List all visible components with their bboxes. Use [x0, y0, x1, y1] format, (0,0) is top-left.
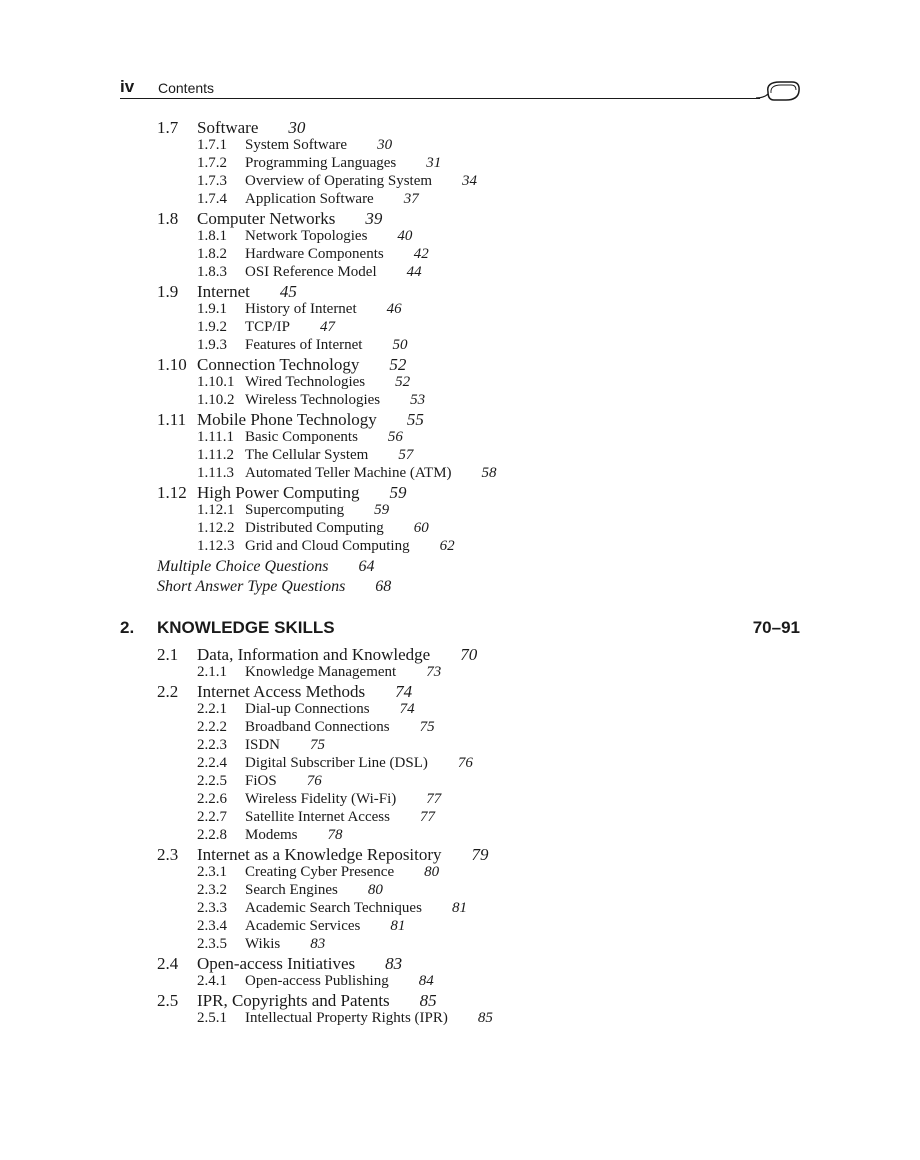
- entry-number: 2.4.1: [197, 973, 227, 989]
- toc-section[interactable]: [157, 954, 402, 974]
- entry-page: 59: [389, 483, 407, 502]
- entry-title: Wireless Technologies: [245, 392, 381, 408]
- entry-page: 56: [387, 429, 403, 445]
- toc-subsection[interactable]: [197, 538, 455, 555]
- entry-title: FiOS: [245, 773, 277, 789]
- toc-subsection[interactable]: [197, 264, 422, 281]
- entry-number: 2.3.1: [197, 864, 227, 880]
- entry-page: 80: [367, 882, 383, 898]
- entry-title: Intellectual Property Rights (IPR): [245, 1010, 448, 1026]
- entry-number: 1.8.2: [197, 246, 227, 262]
- entry-number: 1.12.2: [197, 520, 235, 536]
- entry-number: 1.11: [157, 410, 187, 429]
- entry-number: 2.5.1: [197, 1010, 227, 1026]
- chapter-number: 2.: [120, 618, 135, 637]
- entry-page: 78: [327, 827, 343, 843]
- toc-subsection[interactable]: [197, 520, 429, 537]
- entry-page: 77: [419, 809, 435, 825]
- entry-page: 74: [395, 682, 413, 701]
- entry-title: Wikis: [245, 936, 281, 952]
- entry-number: 2.2.8: [197, 827, 227, 843]
- entry-title: Overview of Operating System: [245, 173, 433, 189]
- entry-title: IPR, Copyrights and Patents: [197, 991, 390, 1010]
- entry-number: 1.9.1: [197, 301, 227, 317]
- toc-subsection[interactable]: [197, 773, 322, 790]
- entry-title: The Cellular System: [245, 447, 369, 463]
- entry-page: 76: [306, 773, 322, 789]
- toc-section[interactable]: [157, 410, 424, 430]
- entry-number: 1.12: [157, 483, 187, 502]
- entry-page: 85: [419, 991, 437, 1010]
- entry-number: 2.2.7: [197, 809, 227, 825]
- toc-subsection[interactable]: [197, 809, 435, 826]
- entry-page: 46: [386, 301, 402, 317]
- entry-number: 1.11.3: [197, 465, 234, 481]
- entry-page: 44: [406, 264, 422, 280]
- entry-page: 62: [439, 538, 455, 554]
- toc-subsection[interactable]: [197, 447, 413, 464]
- toc-subsection[interactable]: [197, 502, 389, 519]
- entry-title: Short Answer Type Questions: [157, 578, 346, 595]
- toc-subsection[interactable]: [197, 465, 497, 482]
- entry-page: 42: [413, 246, 429, 262]
- toc-subsection[interactable]: [197, 392, 425, 409]
- entry-page: 83: [385, 954, 403, 973]
- entry-number: 1.12.3: [197, 538, 235, 554]
- entry-title: ISDN: [245, 737, 281, 753]
- entry-title: Satellite Internet Access: [245, 809, 390, 825]
- entry-page: 30: [288, 118, 306, 137]
- entry-page: 37: [403, 191, 419, 207]
- entry-page: 64: [358, 558, 375, 575]
- entry-number: 1.8.1: [197, 228, 227, 244]
- toc-subsection[interactable]: [197, 337, 407, 354]
- entry-number: 1.8: [157, 209, 179, 228]
- entry-page: 40: [397, 228, 413, 244]
- entry-title: High Power Computing: [197, 483, 360, 502]
- entry-title: Computer Networks: [197, 209, 336, 228]
- entry-title: Network Topologies: [245, 228, 368, 244]
- entry-title: Search Engines: [245, 882, 338, 898]
- entry-title: Open-access Initiatives: [197, 954, 356, 973]
- entry-title: Academic Services: [245, 918, 361, 934]
- entry-page: 60: [413, 520, 429, 536]
- entry-title: Automated Teller Machine (ATM): [245, 465, 452, 481]
- toc-subsection[interactable]: [197, 429, 403, 446]
- entry-page: 75: [310, 737, 326, 753]
- entry-page: 83: [310, 936, 326, 952]
- toc-subsection[interactable]: [197, 900, 467, 917]
- entry-title: Knowledge Management: [245, 664, 397, 680]
- entry-title: Mobile Phone Technology: [197, 410, 377, 429]
- page-number: iv: [120, 77, 135, 96]
- entry-number: 2.3.4: [197, 918, 227, 934]
- entry-number: 1.7.2: [197, 155, 227, 171]
- entry-number: 2.2.2: [197, 719, 227, 735]
- toc-subsection[interactable]: [197, 228, 412, 245]
- entry-page: 81: [451, 900, 467, 916]
- toc-subsection[interactable]: [197, 374, 410, 391]
- running-title: Contents: [158, 80, 215, 96]
- entry-page: 68: [375, 578, 392, 595]
- entry-title: Multiple Choice Questions: [157, 558, 329, 575]
- entry-number: 1.9.3: [197, 337, 227, 353]
- entry-page: 53: [410, 392, 426, 408]
- entry-title: Open-access Publishing: [245, 973, 389, 989]
- entry-page: 58: [481, 465, 497, 481]
- entry-title: Distributed Computing: [245, 520, 384, 536]
- toc-subsection[interactable]: [197, 1010, 493, 1027]
- entry-number: 1.11.2: [197, 447, 234, 463]
- toc-subsection[interactable]: [197, 301, 402, 318]
- toc-subsection[interactable]: [197, 173, 477, 190]
- entry-title: Grid and Cloud Computing: [245, 538, 410, 554]
- chapter-title: KNOWLEDGE SKILLS: [157, 618, 335, 637]
- toc-subsection[interactable]: [197, 918, 405, 935]
- entry-page: 77: [426, 791, 442, 807]
- entry-page: 30: [377, 137, 393, 153]
- entry-page: 34: [462, 173, 478, 189]
- toc-subsection[interactable]: [197, 137, 392, 154]
- entry-title: Internet: [197, 282, 250, 301]
- toc-section[interactable]: [157, 845, 489, 865]
- entry-page: 39: [365, 209, 383, 228]
- entry-page: 74: [399, 701, 415, 717]
- entry-page: 59: [374, 502, 390, 518]
- entry-number: 2.5: [157, 991, 179, 1010]
- entry-number: 2.2.1: [197, 701, 227, 717]
- toc-section[interactable]: [157, 483, 406, 503]
- entry-title: Data, Information and Knowledge: [197, 645, 431, 664]
- entry-page: 45: [279, 282, 297, 301]
- entry-number: 1.10.2: [197, 392, 235, 408]
- entry-number: 1.9.2: [197, 319, 227, 335]
- entry-title: Hardware Components: [245, 246, 384, 262]
- entry-title: Dial-up Connections: [245, 701, 370, 717]
- toc-section[interactable]: [157, 991, 437, 1011]
- entry-number: 1.8.3: [197, 264, 227, 280]
- entry-number: 2.2.3: [197, 737, 227, 753]
- entry-title: Supercomputing: [245, 502, 345, 518]
- toc-subsection[interactable]: [197, 719, 435, 736]
- toc-subsection[interactable]: [197, 664, 441, 681]
- entry-number: 2.1: [157, 645, 179, 664]
- entry-number: 2.3.3: [197, 900, 227, 916]
- toc-section[interactable]: [157, 645, 477, 665]
- toc-subsection[interactable]: [197, 864, 439, 881]
- toc-section[interactable]: [157, 682, 412, 702]
- toc-extra-entry[interactable]: [157, 558, 375, 576]
- toc-subsection[interactable]: [197, 827, 343, 844]
- toc-subsection[interactable]: [197, 155, 441, 172]
- entry-title: Features of Internet: [245, 337, 363, 353]
- entry-number: 2.3: [157, 845, 179, 864]
- toc-subsection[interactable]: [197, 882, 383, 899]
- toc-subsection[interactable]: [197, 973, 434, 990]
- entry-page: 85: [477, 1010, 493, 1026]
- toc-subsection[interactable]: [197, 319, 335, 336]
- entry-number: 2.4: [157, 954, 179, 973]
- toc-extra-entry[interactable]: [157, 578, 391, 596]
- entry-number: 1.7: [157, 118, 179, 137]
- entry-title: Broadband Connections: [245, 719, 390, 735]
- entry-number: 2.3.5: [197, 936, 227, 952]
- entry-number: 1.7.1: [197, 137, 227, 153]
- entry-page: 84: [418, 973, 434, 989]
- entry-title: OSI Reference Model: [245, 264, 377, 280]
- entry-page: 50: [392, 337, 408, 353]
- toc-subsection[interactable]: [197, 755, 473, 772]
- chapter-page-range: 70–91: [752, 618, 800, 637]
- entry-number: 2.2.5: [197, 773, 227, 789]
- entry-number: 2.1.1: [197, 664, 227, 680]
- entry-title: Modems: [245, 827, 298, 843]
- entry-title: TCP/IP: [245, 319, 291, 335]
- entry-page: 73: [426, 664, 442, 680]
- toc-section[interactable]: [157, 355, 406, 375]
- toc-subsection[interactable]: [197, 791, 441, 808]
- entry-title: Wired Technologies: [245, 374, 366, 390]
- entry-title: History of Internet: [245, 301, 357, 317]
- entry-title: Application Software: [245, 191, 374, 207]
- entry-number: 1.7.4: [197, 191, 227, 207]
- toc-subsection[interactable]: [197, 246, 429, 263]
- entry-title: Software: [197, 118, 259, 137]
- toc-subsection[interactable]: [197, 737, 325, 754]
- entry-title: Internet as a Knowledge Repository: [197, 845, 442, 864]
- entry-page: 81: [390, 918, 406, 934]
- entry-title: Programming Languages: [245, 155, 397, 171]
- entry-title: Basic Components: [245, 429, 358, 445]
- entry-page: 79: [471, 845, 489, 864]
- entry-page: 80: [424, 864, 440, 880]
- entry-number: 2.2.4: [197, 755, 227, 771]
- entry-number: 1.9: [157, 282, 179, 301]
- entry-number: 1.10: [157, 355, 187, 374]
- toc-section[interactable]: [157, 118, 305, 138]
- entry-title: Wireless Fidelity (Wi-Fi): [245, 791, 397, 807]
- entry-page: 52: [389, 355, 407, 374]
- entry-page: 57: [398, 447, 414, 463]
- entry-number: 2.2: [157, 682, 179, 701]
- entry-number: 1.11.1: [197, 429, 234, 445]
- entry-page: 31: [426, 155, 442, 171]
- entry-number: 1.7.3: [197, 173, 227, 189]
- entry-title: Creating Cyber Presence: [245, 864, 395, 880]
- entry-title: Academic Search Techniques: [245, 900, 422, 916]
- entry-page: 52: [395, 374, 411, 390]
- entry-page: 47: [320, 319, 336, 335]
- entry-title: System Software: [245, 137, 348, 153]
- entry-number: 1.12.1: [197, 502, 235, 518]
- toc-section[interactable]: [157, 282, 297, 302]
- toc-subsection[interactable]: [197, 936, 325, 953]
- entry-title: Internet Access Methods: [197, 682, 366, 701]
- toc-subsection[interactable]: [197, 191, 419, 208]
- entry-number: 2.3.2: [197, 882, 227, 898]
- entry-page: 55: [406, 410, 424, 429]
- toc-section[interactable]: [157, 209, 382, 229]
- entry-number: 2.2.6: [197, 791, 227, 807]
- entry-page: 70: [460, 645, 478, 664]
- entry-title: Connection Technology: [197, 355, 360, 374]
- entry-page: 76: [457, 755, 473, 771]
- entry-page: 75: [419, 719, 435, 735]
- toc-subsection[interactable]: [197, 701, 415, 718]
- entry-number: 1.10.1: [197, 374, 235, 390]
- entry-title: Digital Subscriber Line (DSL): [245, 755, 428, 771]
